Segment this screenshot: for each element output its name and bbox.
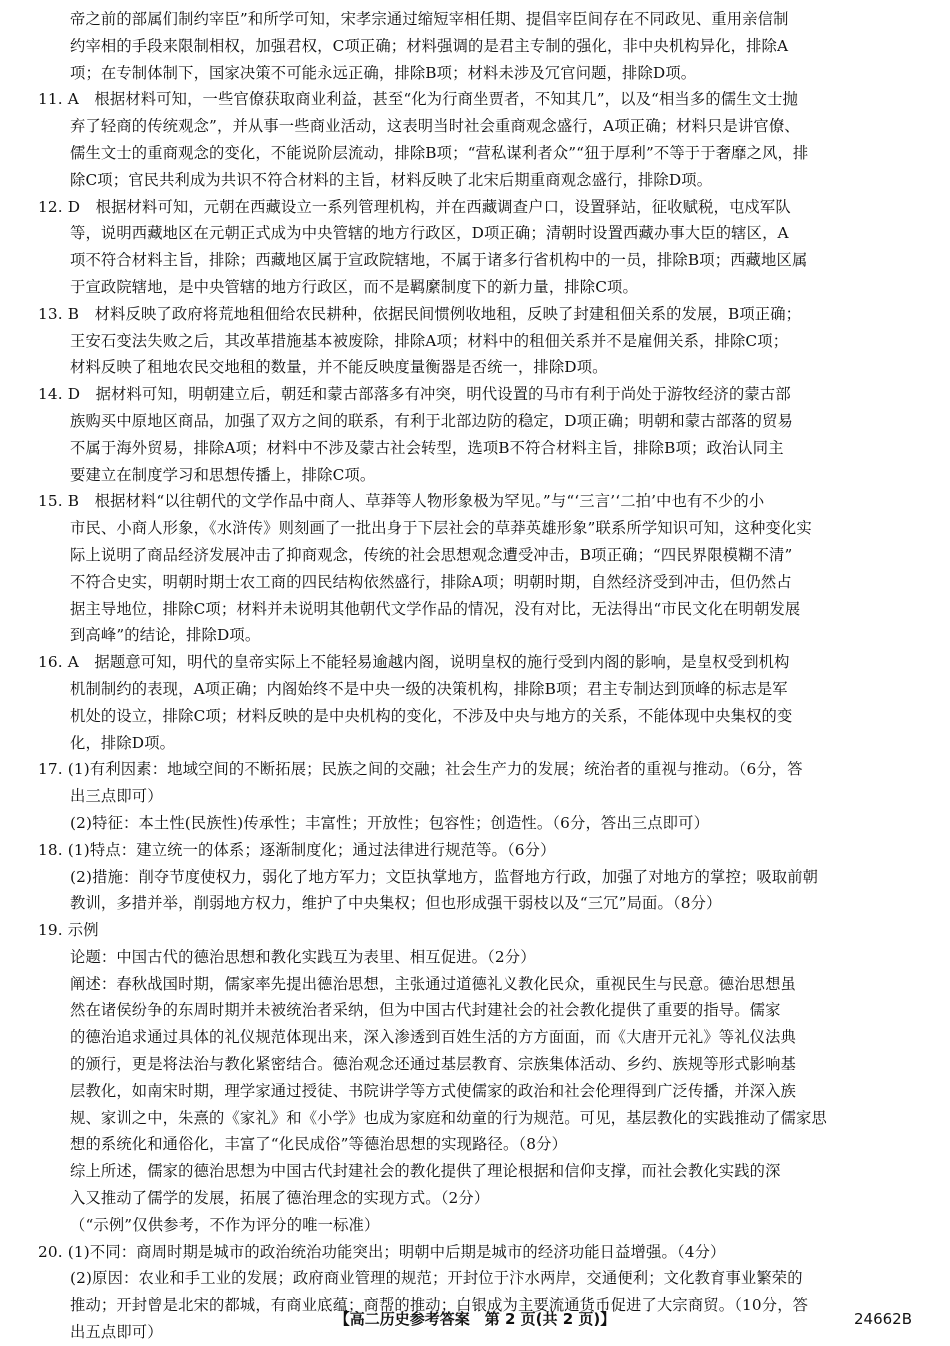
text-line: 材料反映了租地农民交地租的数量，并不能反映度量衡器是否统一，排除D项。	[70, 358, 608, 377]
text-line: 层教化，如南宋时期，理学家通过授徒、书院讲学等方式使儒家的政治和社会伦理得到广泛传播，并深入族	[70, 1081, 797, 1100]
text-line: 际上说明了商品经济发展冲击了抑商观念，传统的社会思想观念遭受冲击，B项正确；“四民界限模糊不清”	[70, 545, 793, 564]
text-line: 项；在专制体制下，国家决策不可能永远正确，排除B项；材料未涉及冗官问题，排除D项。	[70, 63, 697, 82]
text-line: 不符合史实，明朝时期士农工商的四民结构依然盛行，排除A项；明朝时期，自然经济受到冲击，但仍然占	[70, 572, 792, 591]
text-line: 项不符合材料主旨，排除；西藏地区属于宣政院辖地，不属于诸多行省机构中的一员，排除B项；西藏地区属	[70, 251, 808, 270]
text-line: 机制制约的表现，A项正确；内阁始终不是中央一级的决策机构，排除B项；君主专制达到顶峰的标志是军	[70, 679, 788, 698]
text-line: 到高峰”的结论，排除D项。	[70, 626, 261, 645]
text-line: 13. B 材料反映了政府将荒地租佃给农民耕种，依据民间惯例收地租，反映了封建租佃关系的发展，B项正确；	[38, 304, 802, 323]
text-line: 入又推动了儒学的发展，拓展了德治理念的实现方式。（2分）	[70, 1189, 490, 1208]
text-line: 规、家训之中，朱熹的《家礼》和《小学》也成为家庭和幼童的行为规范。可见，基层教化的实践推动了儒家思	[70, 1108, 827, 1127]
text-line: 20. (1)不同：商周时期是城市的政治统治功能突出；明朝中后期是城市的经济功能日益增强。（4分）	[38, 1242, 726, 1261]
text-line: (2)原因：农业和手工业的发展；政府商业管理的规范；开封位于汴水两岸，交通便利；文化教育事业繁荣的	[70, 1269, 803, 1288]
text-line: 然在诸侯纷争的东周时期并未被统治者采纳，但为中国古代封建社会的社会教化提供了重要的指导。儒家	[70, 1001, 781, 1020]
text-line: 约宰相的手段来限制相权，加强君权，C项正确；材料强调的是君主专制的强化，非中央机构异化，排除A	[70, 36, 789, 55]
text-line: 推动；开封曾是北宋的都城，有商业底蕴；商帮的推动；白银成为主要流通货币促进了大宗商贸。（10分，答	[70, 1296, 809, 1315]
text-line: 14. D 据材料可知，明朝建立后，朝廷和蒙古部落多有冲突，明代设置的马市有利于尚处于游牧经济的蒙古部	[38, 385, 791, 404]
text-line: 阐述：春秋战国时期，儒家率先提出德治思想，主张通过道德礼义教化民众，重视民生与民意。德治思想虽	[70, 974, 797, 993]
text-line: 机处的设立，排除C项；材料反映的是中央机构的变化，不涉及中央与地方的关系，不能体现中央集权的变	[70, 706, 793, 725]
text-line: 的颁行，更是将法治与教化紧密结合。德治观念还通过基层教育、宗族集体活动、乡约、族规等形式影响基	[70, 1055, 797, 1074]
text-line: 出三点即可）	[70, 787, 163, 806]
text-line: (2)措施：削夺节度使权力，弱化了地方军力；文臣执掌地方，监督地方行政，加强了对地方的掌控；吸取前朝	[70, 867, 819, 886]
text-line: 要建立在制度学习和思想传播上，排除C项。	[70, 465, 376, 484]
text-line: 19. 示例	[38, 921, 99, 940]
text-line: 帝之前的部属们制约宰臣”和所学可知，宋孝宗通过缩短宰相任期、提倡宰臣间存在不同政见、重用亲信制	[70, 10, 789, 28]
text-line: 11. A 根据材料可知，一些官僚获取商业利益，甚至“化为行商坐贾者，不知其几”，以及“相当多的儒生文士抛	[38, 90, 799, 109]
text-line: 除C项；官民共利成为共识不符合材料的主旨，材料反映了北宋后期重商观念盛行，排除D项。	[70, 170, 713, 189]
text-line: 16. A 据题意可知，明代的皇帝实际上不能轻易逾越内阁，说明皇权的施行受到内阁的影响，是皇权受到机构	[38, 653, 790, 672]
footer-title: 【高二历史参考答案 第 2 页(共 2 页)】	[334, 1310, 616, 1328]
text-line: 想的系统化和通俗化，丰富了“化民成俗”等德治思想的实现路径。（8分）	[70, 1135, 568, 1154]
text-line: 等，说明西藏地区在元朝正式成为中央管辖的地方行政区，D项正确；清朝时设置西藏办事大臣的辖区，A	[70, 224, 789, 243]
text-line: 17. (1)有利因素：地域空间的不断拓展；民族之间的交融；社会生产力的发展；统治者的重视与推动。（6分，答	[38, 760, 803, 779]
text-line: 出五点即可）	[70, 1323, 163, 1342]
page-footer	[0, 1304, 950, 1334]
text-line: 12. D 根据材料可知，元朝在西藏设立一系列管理机构，并在西藏调查户口，设置驿站，征收赋税，屯戍军队	[38, 197, 791, 216]
text-line: 18. (1)特点：建立统一的体系；逐渐制度化；通过法律进行规范等。（6分）	[38, 840, 556, 859]
text-line: 不属于海外贸易，排除A项；材料中不涉及蒙古社会转型，选项B不符合材料主旨，排除B项；政治认同主	[70, 438, 784, 457]
text-line: 族购买中原地区商品，加强了双方之间的联系，有利于北部边防的稳定，D项正确；明朝和蒙古部落的贸易	[70, 411, 793, 430]
text-line: 15. B 根据材料“以往朝代的文学作品中商人、草莽等人物形象极为罕见。”与“‘三言’‘二拍’中也有不少的小	[38, 492, 765, 511]
text-line: (2)特征：本土性(民族性)传承性；丰富性；开放性；包容性；创造性。（6分，答出三点即可）	[70, 813, 710, 832]
text-line: 教训，多措并举，削弱地方权力，维护了中央集权；但也形成强干弱枝以及“三冗”局面。（8分）	[70, 894, 722, 913]
text-line: 化，排除D项。	[70, 733, 176, 752]
text-line: 据主导地位，排除C项；材料并未说明其他朝代文学作品的情况，没有对比，无法得出“市民文化在明朝发展	[70, 599, 801, 618]
text-line: 王安石变法失败之后，其改革措施基本被废除，排除A项；材料中的租佃关系并不是雇佣关系，排除C项；	[70, 331, 789, 350]
text-line: 儒生文士的重商观念的变化，不能说阶层流动，排除B项；“营私谋利者众”“狃于厚利”不等于于奢靡之风，排	[70, 143, 809, 162]
text-line: 的德治追求通过具体的礼仪规范体现出来，深入渗透到百姓生活的方方面面，而《大唐开元礼》等礼仪法典	[70, 1028, 797, 1047]
text-line: 于宣政院辖地，是中央管辖的地方行政区，而不是羁縻制度下的新力量，排除C项。	[70, 277, 638, 296]
text-line: 论题：中国古代的德治思想和教化实践互为表里、相互促进。（2分）	[70, 947, 536, 966]
text-line: 弃了轻商的传统观念”，并从事一些商业活动，这表明当时社会重商观念盛行，A项正确；材料只是讲官僚、	[70, 117, 800, 136]
document-code: 24662B	[853, 1310, 912, 1328]
text-line: 市民、小商人形象，《水浒传》则刻画了一批出身于下层社会的草莽英雄形象”联系所学知识可知，这种变化实	[70, 519, 812, 538]
answer-content	[38, 6, 912, 1346]
text-line: 综上所述，儒家的德治思想为中国古代封建社会的教化提供了理论根据和信仰支撑，而社会教化实践的深	[70, 1162, 781, 1181]
text-line: （“示例”仅供参考，不作为评分的唯一标准）	[70, 1215, 380, 1234]
